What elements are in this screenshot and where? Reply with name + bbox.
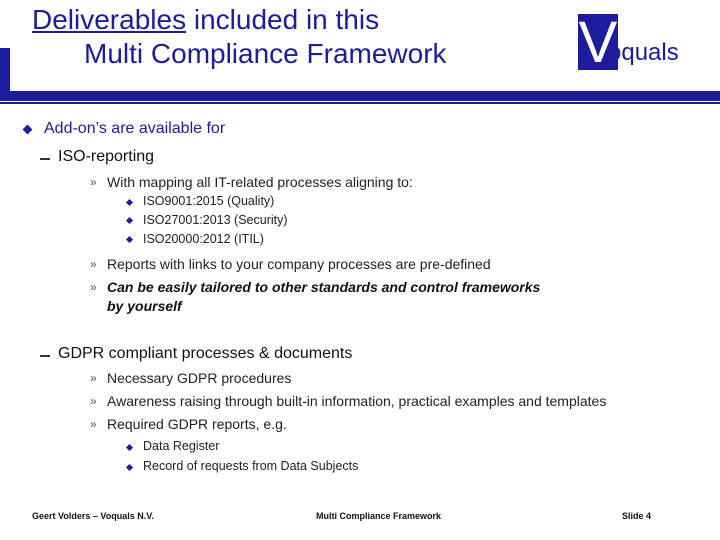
iso-reports: Reports with links to your company processes are pre-defined — [107, 256, 491, 272]
dash-bullet-icon — [40, 355, 50, 357]
small-diamond-bullet-icon — [126, 217, 133, 224]
standard-item: ISO9001:2015 (Quality) — [143, 194, 275, 208]
gdpr-item: Required GDPR reports, e.g. — [107, 416, 287, 432]
chevron-bullet-icon: » — [90, 417, 97, 431]
diamond-bullet-icon — [23, 125, 33, 135]
iso-tailored-line1: Can be easily tailored to other standards and control frameworks — [107, 279, 541, 295]
footer-center: Multi Compliance Framework — [316, 511, 442, 521]
small-diamond-bullet-icon — [126, 199, 133, 206]
dash-bullet-icon — [40, 158, 50, 160]
standard-item: ISO20000:2012 (ITIL) — [143, 232, 264, 246]
title-rule-thin — [0, 102, 720, 104]
iso-tailored-line2: by yourself — [107, 298, 182, 314]
chevron-bullet-icon: » — [90, 175, 97, 189]
gdpr-item: Awareness raising through built-in information, practical examples and templates — [107, 393, 607, 409]
footer-slide-number: Slide 4 — [622, 511, 652, 521]
iso-label: ISO-reporting — [58, 148, 155, 165]
slide-title-line1 — [32, 4, 379, 36]
title-line1-rest: included in this — [186, 4, 380, 35]
voquals-logo — [578, 10, 718, 75]
gdpr-report: Data Register — [143, 439, 220, 453]
iso-mapping: With mapping all IT-related processes aligning to: — [107, 174, 413, 190]
logo-letter: V — [578, 10, 618, 75]
gdpr-label: GDPR compliant processes & documents — [58, 345, 353, 362]
title-underlined-word: Deliverables — [32, 4, 187, 35]
title-rule-thick — [0, 91, 720, 101]
footer-author: Geert Volders – Voquals N.V. — [32, 511, 154, 521]
standard-item: ISO27001:2013 (Security) — [143, 213, 288, 227]
main-heading: Add-on’s are available for — [44, 120, 226, 137]
small-diamond-bullet-icon — [126, 236, 133, 243]
small-diamond-bullet-icon — [126, 464, 133, 471]
logo-text: oquals — [608, 39, 679, 66]
chevron-bullet-icon: » — [90, 280, 97, 294]
gdpr-item: Necessary GDPR procedures — [107, 370, 292, 386]
slide-title-line2: Multi Compliance Framework — [84, 38, 447, 69]
chevron-bullet-icon: » — [90, 257, 97, 271]
gdpr-report: Record of requests from Data Subjects — [143, 459, 359, 473]
chevron-bullet-icon: » — [90, 394, 97, 408]
small-diamond-bullet-icon — [126, 444, 133, 451]
chevron-bullet-icon: » — [90, 371, 97, 385]
